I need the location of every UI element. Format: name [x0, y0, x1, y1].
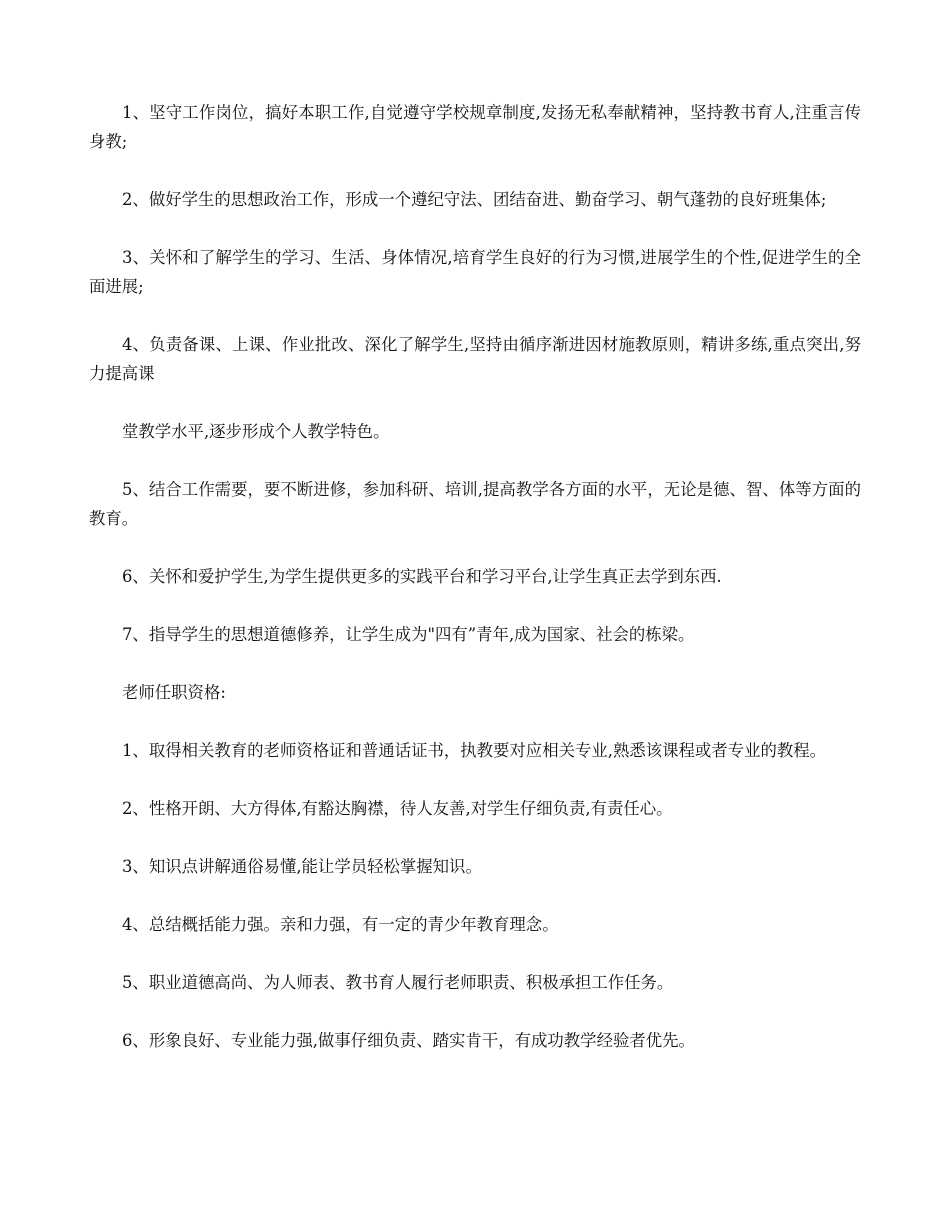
- duty-item-4-continued: 堂教学水平,逐步形成个人教学特色。: [122, 422, 390, 441]
- duty-item-5: 5、结合工作需要，要不断进修，参加科研、培训,提高教学各方面的水平，无论是德、智、体等方面的教育。: [89, 480, 861, 528]
- qualification-item-1: 1、取得相关教育的老师资格证和普通话证书，执教要对应相关专业,熟悉该课程或者专业的教程。: [122, 741, 827, 760]
- duty-item-2: 2、做好学生的思想政治工作，形成一个遵纪守法、团结奋进、勤奋学习、朝气蓬勃的良好班集体;: [122, 190, 827, 209]
- duty-item-4: 4、负责备课、上课、作业批改、深化了解学生,坚持由循序渐进因材施教原则，精讲多练,重点突出,努力提高课: [89, 335, 861, 383]
- duty-item-6: 6、关怀和爱护学生,为学生提供更多的实践平台和学习平台,让学生真正去学到东西.: [122, 567, 722, 586]
- duty-item-3: 3、关怀和了解学生的学习、生活、身体情况,培育学生良好的行为习惯,进展学生的个性,促进学生的全面进展;: [89, 248, 861, 296]
- qualification-item-2: 2、性格开朗、大方得体,有豁达胸襟，待人友善,对学生仔细负责,有责任心。: [122, 799, 673, 818]
- qualification-item-3: 3、知识点讲解通俗易懂,能让学员轻松掌握知识。: [122, 857, 482, 876]
- qualification-item-4: 4、总结概括能力强。亲和力强，有一定的青少年教育理念。: [122, 915, 559, 934]
- document-body: [89, 98, 861, 1055]
- qualification-item-5: 5、职业道德高尚、为人师表、教书育人履行老师职责、积极承担工作任务。: [122, 973, 674, 992]
- qualification-item-6: 6、形象良好、专业能力强,做事仔细负责、踏实肯干，有成功教学经验者优先。: [122, 1031, 695, 1050]
- duty-item-7: 7、指导学生的思想道德修养，让学生成为"四有”青年,成为国家、社会的栋梁。: [122, 625, 695, 644]
- duty-item-1: 1、坚守工作岗位，搞好本职工作,自觉遵守学校规章制度,发扬无私奉献精神，坚持教书育人,注重言传身教;: [89, 103, 861, 151]
- qualifications-heading: 老师任职资格:: [122, 683, 226, 702]
